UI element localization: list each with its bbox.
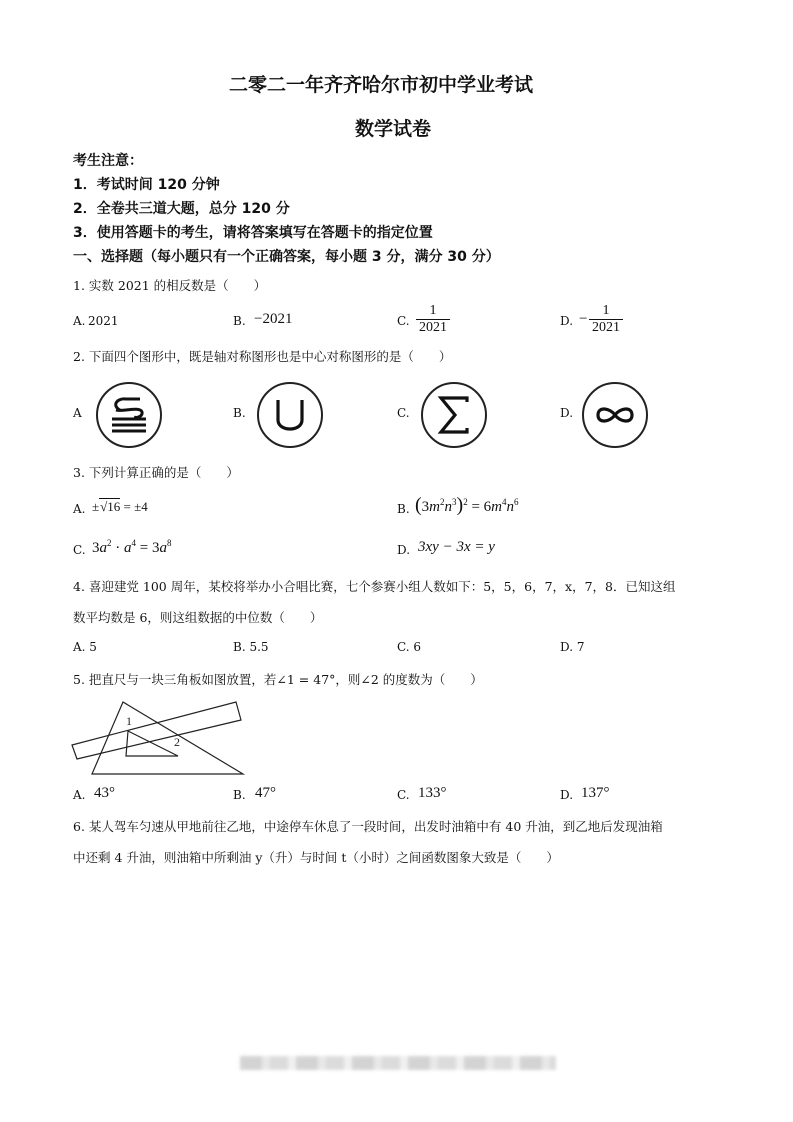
section-heading: 一、选择题（每小题只有一个正确答案，每小题 3 分，满分 30 分） [73, 249, 500, 265]
exam-subtitle: 数学试卷 [355, 118, 432, 140]
triangle-inner [126, 731, 178, 756]
option-label: B. [233, 788, 246, 802]
fraction [589, 303, 623, 336]
minus-sign: − [579, 311, 588, 327]
math-expression: $3a^2 \cdot a^4 = 3a^8$ [92, 538, 172, 556]
option-label: A. [73, 502, 86, 516]
option-label: D. [560, 314, 574, 328]
math-expression: 3xy − 3x = y [418, 539, 495, 555]
symbol-figure-b [257, 382, 323, 448]
notice-heading: 考生注意： [73, 153, 143, 169]
option-text: B. 5.5 [233, 640, 269, 654]
math-expression: $(3m^2n^3)^2 = 6m^4n^6$ [415, 494, 519, 516]
option-text: 43° [94, 785, 115, 801]
option-text: D. 7 [560, 640, 585, 654]
symbol-figure-a [96, 382, 162, 448]
fraction-numerator: 1 [589, 303, 623, 320]
fraction [416, 303, 450, 336]
option-text: 137° [581, 785, 610, 801]
exam-title: 二零二一年齐齐哈尔市初中学业考试 [229, 74, 534, 96]
question-stem: 中还剩 4 升油，则油箱中所剩油 y（升）与时间 t（小时）之间函数图象大致是（ ） [73, 850, 559, 865]
question-stem: 4. 喜迎建党 100 周年，某校将举办小合唱比赛，七个参赛小组人数如下：5，5，6，7，x，7，8．已知这组 [73, 579, 676, 594]
option-label: B. [397, 502, 410, 516]
fraction-denominator: 2021 [592, 320, 620, 335]
math-expression: ±√16 = ±4 [92, 499, 148, 514]
question-stem: 2. 下面四个图形中，既是轴对称图形也是中心对称图形的是（ ） [73, 349, 452, 364]
option-label: A. [73, 788, 86, 802]
option-text: −2021 [254, 311, 293, 327]
question-stem: 3. 下列计算正确的是（ ） [73, 465, 239, 480]
option-label: C. [73, 543, 86, 557]
footer-watermark [240, 1056, 556, 1070]
question-stem: 1. 实数 2021 的相反数是（ ） [73, 278, 267, 293]
question-stem: 5. 把直尺与一块三角板如图放置，若∠1 = 47°，则∠2 的度数为（ ） [73, 672, 483, 687]
option-label: C. [397, 406, 410, 420]
ruler [72, 702, 241, 759]
sigma-icon [423, 384, 485, 446]
option-text: A. 5 [73, 640, 97, 654]
option-text: C. 6 [397, 640, 422, 654]
infinity-icon [584, 384, 646, 446]
symbol-figure-d [582, 382, 648, 448]
notice-item: 2．全卷共三道大题，总分 120 分 [73, 201, 290, 217]
option-label: D. [560, 788, 574, 802]
option-label: B. [233, 314, 246, 328]
option-text: 2021 [88, 314, 119, 328]
stacked-lines-icon [98, 384, 160, 446]
option-label: A. [73, 314, 86, 328]
option-text: 47° [255, 785, 276, 801]
ruler-triangle-figure [70, 698, 250, 778]
option-label: D. [397, 543, 411, 557]
option-label: B. [233, 406, 246, 420]
option-label: D. [560, 406, 574, 420]
option-label: C. [397, 314, 410, 328]
fraction-numerator: 1 [416, 303, 450, 320]
option-label: C. [397, 788, 410, 802]
question-stem: 6. 某人驾车匀速从甲地前往乙地，中途停车休息了一段时间，出发时油箱中有 40 升油，到乙地后发现油箱 [73, 819, 663, 834]
option-label: A [73, 406, 82, 420]
option-text: 133° [418, 785, 447, 801]
notice-item: 3．使用答题卡的考生，请将答案填写在答题卡的指定位置 [73, 225, 433, 241]
symbol-figure-c [421, 382, 487, 448]
notice-item: 1．考试时间 120 分钟 [73, 177, 220, 193]
angle-label-2: 2 [174, 735, 180, 749]
angle-label-1: 1 [126, 714, 132, 728]
question-stem: 数平均数是 6，则这组数据的中位数（ ） [73, 610, 323, 625]
fraction-denominator: 2021 [419, 320, 447, 335]
union-icon [259, 384, 321, 446]
